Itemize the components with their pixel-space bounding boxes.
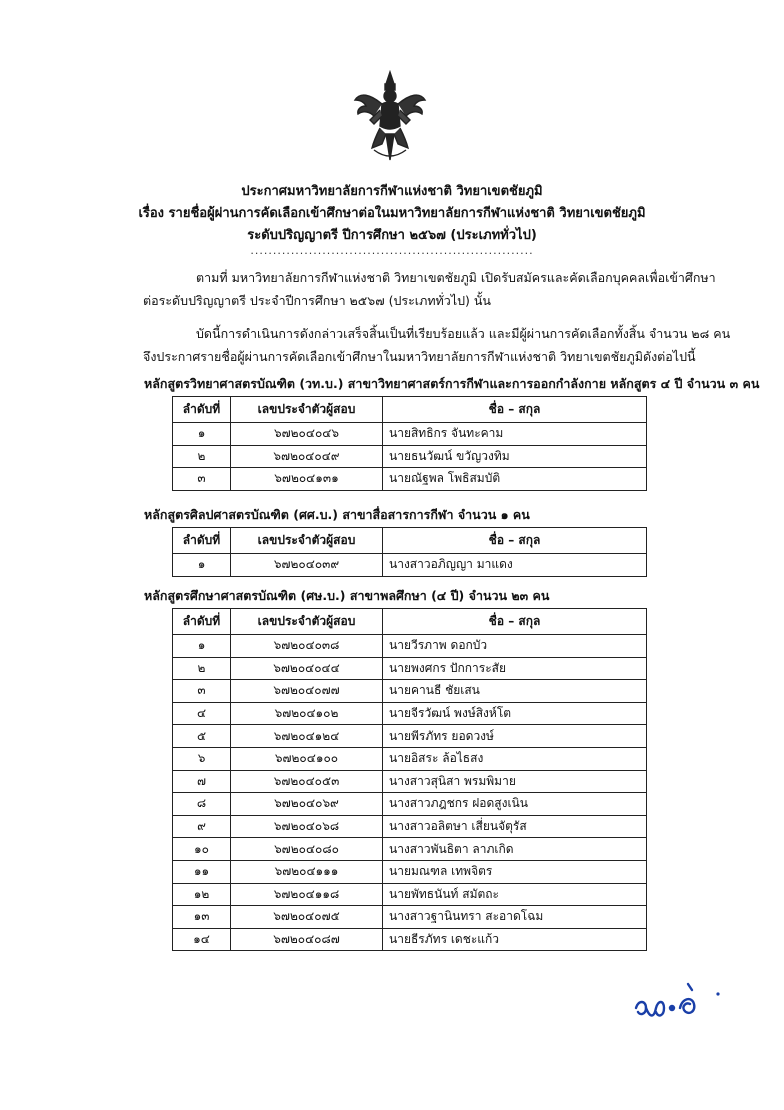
table-header-row: [173, 397, 647, 423]
candidate-id: ๖๗๒๐๔๐๓๘: [231, 635, 383, 658]
candidate-id: ๖๗๒๐๔๐๘๐: [231, 838, 383, 861]
table-row: [173, 860, 647, 883]
candidate-id: ๖๗๒๐๔๐๗๗: [231, 680, 383, 703]
garuda-emblem-icon: [352, 70, 428, 164]
table-row: [173, 468, 647, 491]
section-1-heading: หลักสูตรวิทยาศาสตรบัณฑิต (วท.บ.) สาขาวิทยาศาสตร์การกีฬาและการออกกำลังกาย หลักสูตร ๔ ปี จำนวน ๓ คน: [144, 376, 760, 391]
table-row: [173, 445, 647, 468]
paragraph-2-line-1: บัดนี้การดำเนินการดังกล่าวเสร็จสิ้นเป็นที่เรียบร้อยแล้ว และมีผู้ผ่านการคัดเลือกทั้งสิ้น จำนวน ๒๘ คน: [196, 326, 731, 341]
candidate-id: ๖๗๒๐๔๐๔๙: [231, 445, 383, 468]
section-2-table: [172, 527, 647, 577]
announcement-title: ประกาศมหาวิทยาลัยการกีฬาแห่งชาติ วิทยาเขตชัยภูมิ: [241, 184, 543, 199]
paragraph-2-line-2: จึงประกาศรายชื่อผู้ผ่านการคัดเลือกเข้าศึกษาในมหาวิทยาลัยการกีฬาแห่งชาติ วิทยาเขตชัยภูมิดังต่อไปนี้: [143, 349, 696, 364]
table-row: [173, 815, 647, 838]
row-number: ๕: [173, 725, 231, 748]
table-row: [173, 747, 647, 770]
table-header-row: [173, 609, 647, 635]
candidate-name: นายสิทธิกร จันทะคาม: [383, 423, 647, 446]
table-row: [173, 838, 647, 861]
column-header-no: ลำดับที่: [173, 528, 231, 554]
column-header-no: ลำดับที่: [173, 397, 231, 423]
row-number: ๑: [173, 635, 231, 658]
column-header-id: เลขประจำตัวผู้สอบ: [231, 397, 383, 423]
candidate-name: นายวีรภาพ ดอกบัว: [383, 635, 647, 658]
paragraph-1-line-2: ต่อระดับปริญญาตรี ประจำปีการศึกษา ๒๕๖๗ (ประเภททั่วไป) นั้น: [143, 293, 491, 308]
table-row: [173, 770, 647, 793]
column-header-name: ชื่อ – สกุล: [383, 397, 647, 423]
candidate-id: ๖๗๒๐๔๑๒๔: [231, 725, 383, 748]
row-number: ๗: [173, 770, 231, 793]
title-separator: ...............................................................: [250, 244, 534, 257]
table-row: [173, 906, 647, 929]
candidate-name: นายพัทธนันท์ สมัตถะ: [383, 883, 647, 906]
table-row: [173, 657, 647, 680]
subject-title: เรื่อง รายชื่อผู้ผ่านการคัดเลือกเข้าศึกษาต่อในมหาวิทยาลัยการกีฬาแห่งชาติ วิทยาเขตชัยภูมิ: [138, 206, 646, 221]
candidate-name: นางสาวภฎชกร ฝอดสูงเนิน: [383, 793, 647, 816]
row-number: ๑๑: [173, 860, 231, 883]
candidate-name: นายพีรภัทร ยอดวงษ์: [383, 725, 647, 748]
section-3-table: [172, 608, 647, 951]
row-number: ๓: [173, 680, 231, 703]
candidate-id: ๖๗๒๐๔๐๖๙: [231, 793, 383, 816]
candidate-id: ๖๗๒๐๔๐๘๗: [231, 928, 383, 951]
section-3-heading: หลักสูตรศึกษาศาสตรบัณฑิต (ศษ.บ.) สาขาพลศึกษา (๔ ปี) จำนวน ๒๓ คน: [144, 588, 550, 603]
candidate-name: นายพงศกร ปักการะสัย: [383, 657, 647, 680]
table-row: [173, 554, 647, 577]
row-number: ๙: [173, 815, 231, 838]
table-row: [173, 725, 647, 748]
candidate-id: ๖๗๒๐๔๐๗๕: [231, 906, 383, 929]
candidate-id: ๖๗๒๐๔๐๓๙: [231, 554, 383, 577]
table-row: [173, 680, 647, 703]
candidate-name: นางสาวสุนิสา พรมพิมาย: [383, 770, 647, 793]
candidate-id: ๖๗๒๐๔๑๐๐: [231, 747, 383, 770]
candidate-id: ๖๗๒๐๔๑๓๑: [231, 468, 383, 491]
table-row: [173, 423, 647, 446]
candidate-name: นายธนวัฒน์ ขวัญวงทิม: [383, 445, 647, 468]
candidate-id: ๖๗๒๐๔๐๔๔: [231, 657, 383, 680]
candidate-id: ๖๗๒๐๔๐๕๓: [231, 770, 383, 793]
table-row: [173, 883, 647, 906]
candidate-name: นายธีรภัทร เดชะแก้ว: [383, 928, 647, 951]
paragraph-1-line-1: ตามที่ มหาวิทยาลัยการกีฬาแห่งชาติ วิทยาเขตชัยภูมิ เปิดรับสมัครและคัดเลือกบุคคลเพื่อเข้าศึกษา: [196, 270, 716, 285]
row-number: ๑๒: [173, 883, 231, 906]
table-row: [173, 928, 647, 951]
section-1-table: [172, 396, 647, 491]
candidate-name: นางสาวพันธิตา ลาภเกิด: [383, 838, 647, 861]
candidate-name: นางสาวอลิตษา เสี่ยนจัตุรัส: [383, 815, 647, 838]
column-header-id: เลขประจำตัวผู้สอบ: [231, 528, 383, 554]
candidate-name: นายณัฐพล โพธิสมบัติ: [383, 468, 647, 491]
candidate-id: ๖๗๒๐๔๑๐๒: [231, 702, 383, 725]
section-2-heading: หลักสูตรศิลปศาสตรบัณฑิต (ศศ.บ.) สาขาสื่อสารการกีฬา จำนวน ๑ คน: [144, 507, 530, 522]
candidate-name: นางสาวฐานินทรา สะอาดโฉม: [383, 906, 647, 929]
table-row: [173, 793, 647, 816]
row-number: ๑: [173, 554, 231, 577]
table-row: [173, 702, 647, 725]
row-number: ๑๓: [173, 906, 231, 929]
candidate-id: ๖๗๒๐๔๐๖๘: [231, 815, 383, 838]
row-number: ๑๔: [173, 928, 231, 951]
row-number: ๑: [173, 423, 231, 446]
level-title: ระดับปริญญาตรี ปีการศึกษา ๒๕๖๗ (ประเภททั่วไป): [247, 228, 537, 243]
candidate-name: นายมณฑล เทพจิตร: [383, 860, 647, 883]
row-number: ๑๐: [173, 838, 231, 861]
candidate-name: นางสาวอภิญญา มาแดง: [383, 554, 647, 577]
handwritten-initials-signature: [628, 978, 728, 1028]
row-number: ๒: [173, 657, 231, 680]
row-number: ๒: [173, 445, 231, 468]
candidate-name: นายจีรวัฒน์ พงษ์สิงห์โต: [383, 702, 647, 725]
candidate-id: ๖๗๒๐๔๑๑๑: [231, 860, 383, 883]
candidate-id: ๖๗๒๐๔๐๔๖: [231, 423, 383, 446]
column-header-name: ชื่อ – สกุล: [383, 528, 647, 554]
candidate-id: ๖๗๒๐๔๑๑๘: [231, 883, 383, 906]
candidate-name: นายคานธี ชัยเสน: [383, 680, 647, 703]
table-header-row: [173, 528, 647, 554]
row-number: ๓: [173, 468, 231, 491]
row-number: ๘: [173, 793, 231, 816]
row-number: ๖: [173, 747, 231, 770]
table-row: [173, 635, 647, 658]
candidate-name: นายอิสระ ล้อไธสง: [383, 747, 647, 770]
column-header-name: ชื่อ – สกุล: [383, 609, 647, 635]
column-header-id: เลขประจำตัวผู้สอบ: [231, 609, 383, 635]
column-header-no: ลำดับที่: [173, 609, 231, 635]
row-number: ๔: [173, 702, 231, 725]
